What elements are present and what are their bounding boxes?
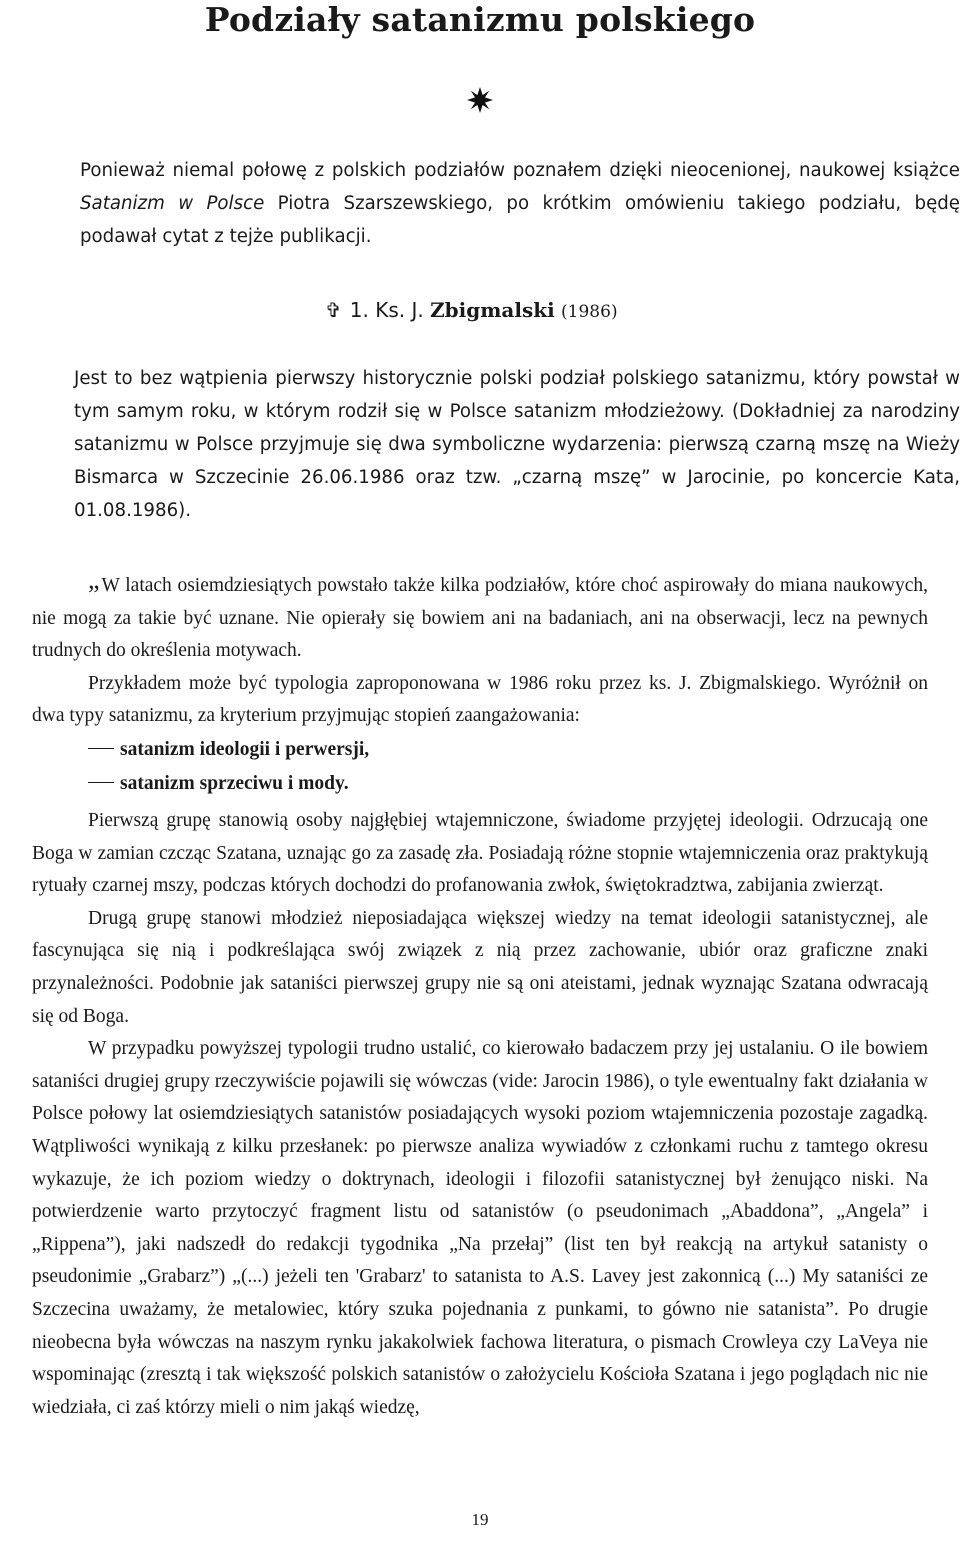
intro-paragraph <box>0 154 960 253</box>
page-number: 19 <box>471 1510 489 1529</box>
page-title: Podziały satanizmu polskiego <box>204 0 756 39</box>
paragraph: Drugą grupę stanowi młodzież nieposiadająca większej wiedzy na temat ideologii satanistycznej, ale fascynująca się nią i podkreślająca swój związek z nią przez zachowanie, ubiór oraz graficzne znaki przynależności. Podobnie jak sataniści pierwszej grupy nie są oni ateistami, jednak wyznając Szatana odwracają się od Boga. <box>32 907 928 1027</box>
book-title: Satanizm w Polsce <box>80 193 265 214</box>
section-name: Zbigmalski <box>430 298 555 322</box>
quote-block <box>32 565 928 733</box>
list-item-text: satanizm sprzeciwu i mody. <box>120 773 349 794</box>
section-number: 1. Ks. J. <box>349 298 424 322</box>
dash-icon <box>88 748 114 749</box>
body-text <box>32 805 928 1424</box>
intro-text-b: Piotra Szarszewskiego, po krótkim omówieniu takiego podziału, będę podawał cytat z tejże publikacji. <box>80 193 960 247</box>
section-year: (1986) <box>561 302 618 322</box>
quote-open-mark: „ <box>88 565 100 594</box>
dash-icon <box>88 782 114 783</box>
cross-icon: ✞ <box>325 298 342 322</box>
body-paragraph <box>0 362 960 527</box>
paragraph: Pierwszą grupę stanowią osoby najgłębiej wtajemniczone, świadome przyjętej ideologii. Odrzucają one Boga w zamian czcząc Szatana, uznając go za zasadę zła. Posiadają różne stopnie wtajemniczenia oraz praktykują rytuały czarnej mszy, podczas których dochodzi do profanowania zwłok, świętokradztwa, zabijania zwierząt. <box>32 810 928 897</box>
list-item-text: satanizm ideologii i perwersji, <box>120 739 370 760</box>
paragraph: W przypadku powyższej typologii trudno ustalić, co kierowało badaczem przy jej ustalaniu. O ile bowiem sataniści drugiej grupy rzeczywiście pojawili się wówczas (vide: Jarocin 1986), o tyle ewentualny fakt działania w Polsce połowy lat osiemdziesiątych satanistów posiadających wysoki poziom wtajemniczenia pozostaje zagadką. Wątpliwości wynikają z kilku przesłanek: po pierwsze analiza wywiadów z członkami ruchu z tamtego okresu wykazuje, że ich poziom wiedzy o doktrynach, ideologii i filozofii satanistycznej był żenująco niski. Na potwierdzenie warto przytoczyć fragment listu od satanistów (o pseudonimach „Abaddona”, „Angela” i „Rippena”), jaki nadszedł do redakcji tygodnika „Na przełaj” (list ten był reakcją na artykuł satanisty o pseudonimie „Grabarz”) „(...) jeżeli ten 'Grabarz' to satanista to A.S. Lavey jest zakonnicą (...) My sataniści ze Szczecina uważamy, że metalowiec, który szuka pojednania z punkami, to gówno nie satanista”. Po drugie nieobecna była wówczas na naszym rynku jakakolwiek fachowa literatura, o pismach Crowleya czy LaVeya nie wspominając (zresztą i tak większość polskich satanistów o założycielu Kościoła Szatana i jego poglądach nic nie wiedziała, ci zaś którzy mieli o nim jakąś wiedzę, <box>32 1038 928 1418</box>
list-item <box>88 768 349 800</box>
quote-text: W latach osiemdziesiątych powstało także kilka podziałów, które choć aspirowały do miana naukowych, nie mogą za takie być uznane. Nie opierały się bowiem ani na badaniach, ani na obserwacji, lecz na pewnych trudnych do określenia motywach. <box>32 575 928 662</box>
section-heading <box>325 292 618 330</box>
quote-text: Przykładem może być typologia zaproponowana w 1986 roku przez ks. J. Zbigmalskiego. Wyróżnił on dwa typy satanizmu, za kryterium przyjmując stopień zaangażowania: <box>32 672 928 727</box>
intro-text-a: Ponieważ niemal połowę z polskich podziałów poznałem dzięki nieocenionej, naukowej książce <box>80 160 960 181</box>
paragraph-text: Jest to bez wątpienia pierwszy historycznie polski podział polskiego satanizmu, który powstał w tym samym roku, w którym rodził się w Polsce satanizm młodzieżowy. (Dokładniej za narodziny satanizmu w Polsce przyjmuje się dwa symboliczne wydarzenia: pierwszą czarną mszę na Wieży Bismarca w Szczecinie 26.06.1986 oraz tzw. „czarną mszę” w Jarocinie, po koncercie Kata, 01.08.1986). <box>74 368 960 521</box>
eight-point-star-icon <box>460 84 500 116</box>
list-item <box>88 734 369 766</box>
